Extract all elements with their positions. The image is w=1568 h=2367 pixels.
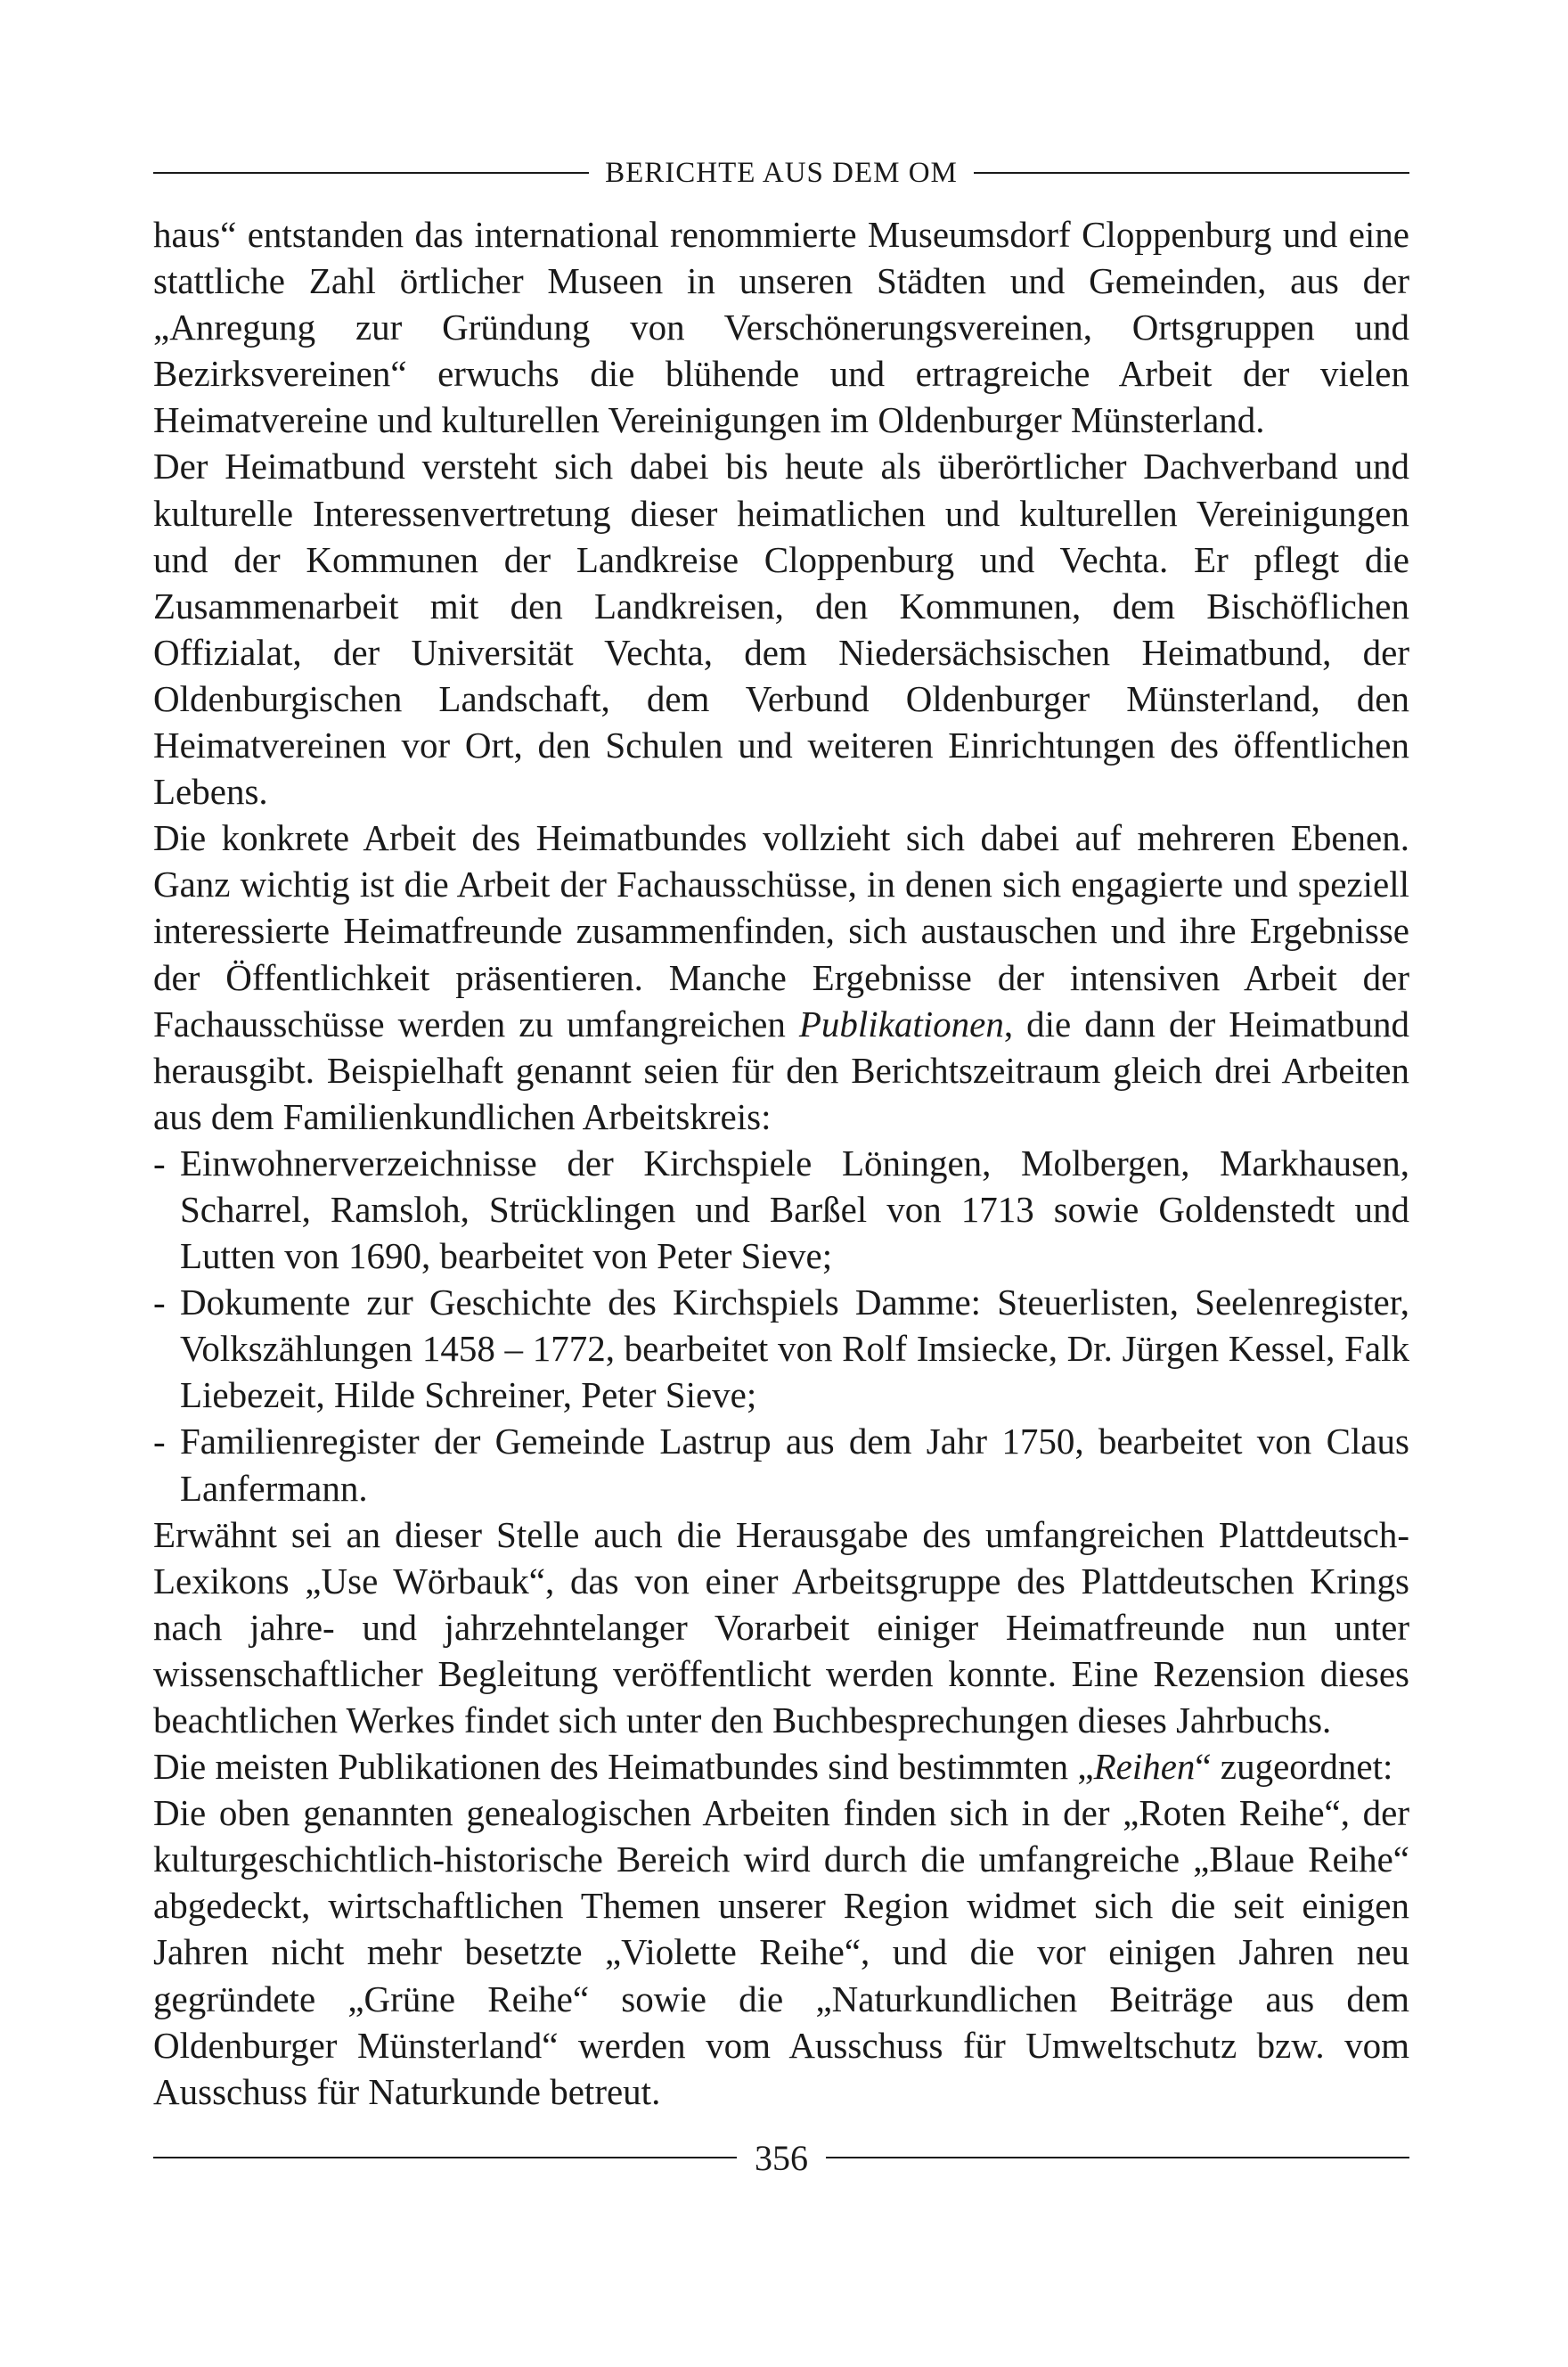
running-title: BERICHTE AUS DEM OM: [605, 156, 958, 189]
list-bullet: -: [153, 1282, 166, 1323]
paragraph-5-text-a: Die meisten Publikationen des Heimatbundes sind bestimmten „: [153, 1746, 1094, 1788]
list-item-text: Einwohnerverzeichnisse der Kirchspiele Löningen, Molbergen, Markhausen, Scharrel, Ramsloh, Strücklingen und Barßel von 1713 sowie Goldenstedt und Lutten von 1690, bearbeitet von Peter Sieve;: [180, 1142, 1409, 1277]
page-footer: [153, 2135, 1409, 2180]
footer-rule-left: [153, 2157, 737, 2158]
publikationen-emphasis: Publikationen: [798, 1003, 1004, 1044]
paragraph-5-text-b: “ zugeordnet:: [1195, 1746, 1393, 1788]
list-item-text: Dokumente zur Geschichte des Kirchspiels Damme: Steuerlisten, Seelenregister, Volkszählungen 1458 – 1772, bearbeitet von Rolf Imsiecke, Dr. Jürgen Kessel, Falk Liebezeit, Hilde Schreiner, Peter Sieve;: [180, 1282, 1409, 1416]
paragraph-1: haus“ entstanden das international renommierte Museumsdorf Cloppenburg und eine stattliche Zahl örtlicher Museen in unseren Städten und Gemeinden, aus der „Anregung zur Gründung von Verschönerungsvereinen, Ortsgruppen und Bezirksvereinen“ erwuchs die blühende und ertragreiche Arbeit der vielen Heimatvereine und kulturellen Vereinigungen im Oldenburger Münsterland.: [153, 214, 1409, 441]
paragraph-2: Der Heimatbund versteht sich dabei bis heute als überörtlicher Dachverband und kulturelle Interessenvertretung dieser heimatlichen und kulturellen Vereinigungen und der Kommunen der Landkreise Cloppenburg und Vechta. Er pflegt die Zusammenarbeit mit den Landkreisen, den Kommunen, dem Bischöflichen Offizialat, der Universität Vechta, dem Niedersächsischen Heimatbund, der Oldenburgischen Landschaft, dem Verbund Oldenburger Münsterland, den Heimatvereinen vor Ort, den Schulen und weiteren Einrichtungen des öffentlichen Lebens.: [153, 446, 1409, 813]
list-item-text: Familienregister der Gemeinde Lastrup aus dem Jahr 1750, bearbeitet von Claus Lanfermann.: [180, 1421, 1409, 1509]
reihen-emphasis: Reihen: [1093, 1746, 1196, 1788]
paragraph-3-text-a: Die konkrete Arbeit des Heimatbundes vollzieht sich dabei auf mehreren Ebenen. Ganz wichtig ist die Arbeit der Fachausschüsse, in denen sich engagierte und speziell interessierte Heimatfreunde zusammenfinden, sich austauschen und ihre Ergebnisse der Öffentlichkeit präsentieren. Manche Ergebnisse der intensiven Arbeit der Fachausschüsse werden zu umfangreichen: [153, 817, 1409, 1044]
list-bullet: -: [153, 1142, 166, 1184]
list-item: [153, 1140, 1409, 1279]
main-text: [153, 211, 1409, 2115]
footer-rule-right: [826, 2157, 1409, 2158]
publication-list: [153, 1140, 1409, 1511]
header-rule-left: [153, 172, 589, 174]
paragraph-3-text-b: , die dann der Heimatbund herausgibt. Beispielhaft genannt seien für den Berichtszeitraum gleich drei Arbeiten aus dem Familienkundlichen Arbeitskreis:: [153, 1003, 1409, 1137]
paragraph-4: Erwähnt sei an dieser Stelle auch die Herausgabe des umfangreichen Plattdeutsch-Lexikons „Use Wörbauk“, das von einer Arbeitsgruppe des Plattdeutschen Krings nach jahre- und jahrzehntelanger Vorarbeit einiger Heimatfreunde nun unter wissenschaftlicher Begleitung veröffentlicht werden konnte. Eine Rezension dieses beachtlichen Werkes findet sich unter den Buchbesprechungen dieses Jahrbuchs.: [153, 1513, 1409, 1740]
page-number: 356: [755, 2137, 808, 2178]
header-rule-right: [974, 172, 1409, 174]
paragraph-5: [153, 1743, 1409, 1790]
list-item: [153, 1279, 1409, 1418]
running-header: [153, 153, 1409, 192]
paragraph-3: [153, 815, 1409, 1140]
paragraph-6: Die oben genannten genealogischen Arbeiten finden sich in der „Roten Reihe“, der kulturgeschichtlich-historische Bereich wird durch die umfangreiche „Blaue Reihe“ abgedeckt, wirtschaftlichen Themen unserer Region widmet sich die seit einigen Jahren nicht mehr besetzte „Violette Reihe“, und die vor einigen Jahren neu gegründete „Grüne Reihe“ sowie die „Naturkundlichen Beiträge aus dem Oldenburger Münsterland“ werden vom Ausschuss für Umweltschutz bzw. vom Ausschuss für Naturkunde betreut.: [153, 1792, 1409, 2112]
list-item: [153, 1418, 1409, 1511]
list-bullet: -: [153, 1421, 166, 1462]
